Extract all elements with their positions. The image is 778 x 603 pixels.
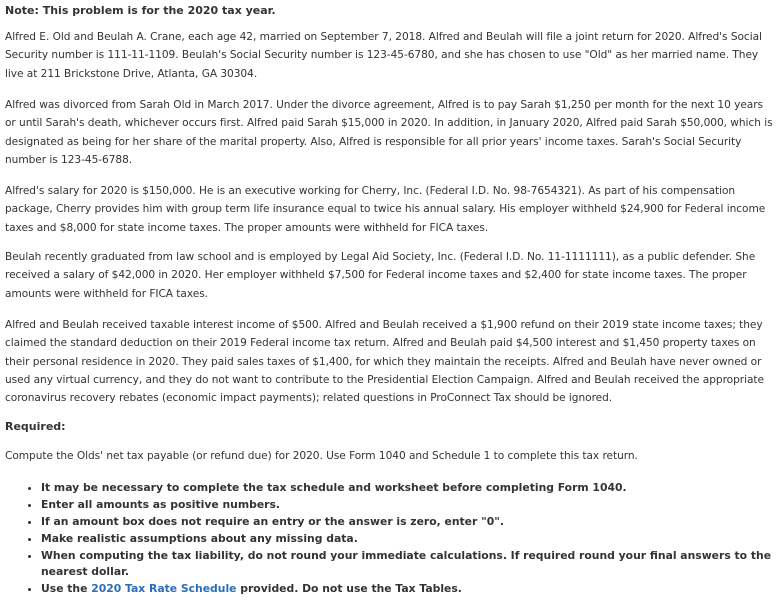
- instruction-item: • If an amount box does not require an entry or the answer is zero, enter "0".: [41, 514, 773, 530]
- instruction-item: • When computing the tax liability, do not round your immediate calculations. If required round your final answers to the nearest dollar.: [41, 548, 773, 580]
- paragraph-other-income: Alfred and Beulah received taxable interest income of $500. Alfred and Beulah received a $1,900 refund on their 2019 state income taxes; they claimed the standard deduction on their 2019 Federal income tax return. Alfred and Beulah paid $4,500 interest and $1,450 property taxes on their personal residence in 2020. They paid sales taxes of $1,400, for which they maintain the receipts. Alfred and Beulah have never owned or used any virtual currency, and they do not want to contribute to the Presidential Election Campaign. Alfred and Beulah received the appropriate coronavirus recovery rebates (economic impact payments); related questions in ProConnect Tax should be ignored.: [5, 319, 764, 405]
- paragraph-beulah-salary: Beulah recently graduated from law school and is employed by Legal Aid Society, Inc. (Federal I.D. No. 11-1111111), as a public defender. She received a salary of $42,000 in 2020. Her employer withheld $7,500 for Federal income taxes and $2,400 for state income taxes. The proper amounts were withheld for FICA taxes.: [5, 251, 756, 300]
- instruction-item: • It may be necessary to complete the tax schedule and worksheet before completing Form 1040.: [41, 480, 773, 496]
- required-heading: Required:: [5, 420, 66, 433]
- tax-rate-schedule-link[interactable]: 2020 Tax Rate Schedule: [91, 582, 237, 595]
- note-heading: Note: This problem is for the 2020 tax year.: [5, 4, 276, 17]
- instruction-item: • Enter all amounts as positive numbers.: [41, 497, 773, 513]
- instruction-prefix: Use the: [41, 582, 92, 595]
- paragraph-divorce: Alfred was divorced from Sarah Old in March 2017. Under the divorce agreement, Alfred is to pay Sarah $1,250 per month for the next 10 years or until Sarah's death, whichever occurs first. Alfred paid Sarah $15,000 in 2020. In addition, in January 2020, Alfred paid Sarah $50,000, which is designated as being for her share of the marital property. Also, Alfred is responsible for all prior years' income taxes. Sarah's Social Security number is 123-45-6788.: [5, 99, 773, 166]
- task-description: Compute the Olds' net tax payable (or refund due) for 2020. Use Form 1040 and Schedule 1 to complete this tax return.: [5, 450, 638, 462]
- instruction-item: • Make realistic assumptions about any missing data.: [41, 531, 773, 547]
- instruction-item: [41, 581, 773, 597]
- instruction-suffix: provided. Do not use the Tax Tables.: [236, 582, 462, 595]
- paragraph-alfred-salary: Alfred's salary for 2020 is $150,000. He is an executive working for Cherry, Inc. (Federal I.D. No. 98-7654321). As part of his compensation package, Cherry provides him with group term life insurance equal to twice his annual salary. His employer withheld $24,900 for Federal income taxes and $8,000 for state income taxes. The proper amounts were withheld for FICA taxes.: [5, 185, 766, 234]
- paragraph-taxpayers: Alfred E. Old and Beulah A. Crane, each age 42, married on September 7, 2018. Alfred and Beulah will file a joint return for 2020. Alfred's Social Security number is 111-11-1109. Beulah's Social Security number is 123-45-6780, and she has chosen to use "Old" as her married name. They live at 211 Brickstone Drive, Atlanta, GA 30304.: [5, 31, 762, 80]
- instruction-list: [5, 480, 773, 598]
